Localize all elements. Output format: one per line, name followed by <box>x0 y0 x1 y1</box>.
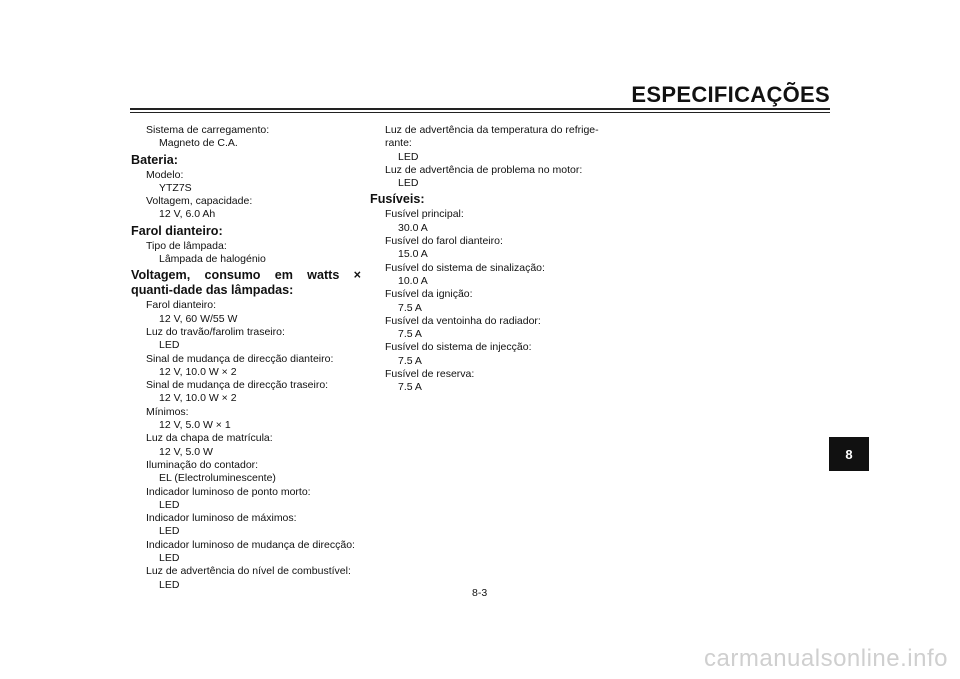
section-heading: Bateria: <box>131 152 178 167</box>
spec-label: Fusível do sistema de sinalização: <box>385 261 545 274</box>
spec-value: 15.0 A <box>398 248 428 261</box>
spec-value: 7.5 A <box>398 328 422 341</box>
header-rule-thin <box>130 112 830 113</box>
spec-value: 12 V, 10.0 W × 2 <box>159 365 237 378</box>
spec-value: LED <box>159 498 180 511</box>
spec-value: 12 V, 5.0 W × 1 <box>159 419 231 432</box>
spec-label: Luz de advertência de problema no motor: <box>385 163 583 176</box>
spec-value: 7.5 A <box>398 301 422 314</box>
spec-value: LED <box>159 525 180 538</box>
spec-value: 30.0 A <box>398 221 428 234</box>
spec-value: EL (Electroluminescente) <box>159 472 276 485</box>
right-column <box>370 124 610 395</box>
spec-label: Voltagem, capacidade: <box>146 195 253 208</box>
spec-label: Sinal de mudança de direcção traseiro: <box>146 379 329 392</box>
page-number: 8-3 <box>472 587 488 599</box>
spec-label: Iluminação do contador: <box>146 458 259 471</box>
page-title: ESPECIFICAÇÕES <box>631 82 830 107</box>
spec-value: Magneto de C.A. <box>159 137 238 150</box>
spec-label: Indicador luminoso de ponto morto: <box>146 485 311 498</box>
spec-label: Sinal de mudança de direcção dianteiro: <box>146 352 334 365</box>
spec-value: 12 V, 5.0 W <box>159 445 213 458</box>
spec-value: LED <box>159 552 180 565</box>
spec-value: LED <box>159 339 180 352</box>
spec-value: 10.0 A <box>398 274 428 287</box>
spec-label: Fusível do sistema de injecção: <box>385 341 532 354</box>
spec-value: LED <box>159 578 180 591</box>
spec-value: YTZ7S <box>159 181 192 194</box>
spec-label: Fusível principal: <box>385 208 464 221</box>
spec-value: 7.5 A <box>398 354 422 367</box>
spec-label: Luz da chapa de matrícula: <box>146 432 273 445</box>
section-heading: Voltagem, consumo em watts × quanti-dade das lâmpadas: <box>131 268 361 298</box>
spec-label: Fusível da ignição: <box>385 288 473 301</box>
spec-value: LED <box>398 177 419 190</box>
spec-label: Indicador luminoso de mudança de direcção: <box>146 538 355 551</box>
section-heading: Farol dianteiro: <box>131 223 223 238</box>
spec-value: 12 V, 10.0 W × 2 <box>159 392 237 405</box>
spec-label: Mínimos: <box>146 405 189 418</box>
watermark: carmanualsonline.info <box>704 645 948 672</box>
spec-label: Fusível de reserva: <box>385 368 475 381</box>
spec-value: 12 V, 6.0 Ah <box>159 208 216 221</box>
spec-label: Fusível do farol dianteiro: <box>385 235 503 248</box>
spec-label: Luz do travão/farolim traseiro: <box>146 325 285 338</box>
spec-value: 12 V, 60 W/55 W <box>159 312 238 325</box>
spec-label: Tipo de lâmpada: <box>146 239 227 252</box>
spec-label: Sistema de carregamento: <box>146 124 270 136</box>
spec-label: Luz de advertência da temperatura do refrige- <box>385 124 599 136</box>
section-heading: Fusíveis: <box>370 192 425 207</box>
spec-value: Lâmpada de halogénio <box>159 253 266 266</box>
left-column <box>131 124 361 592</box>
header-rule-thick <box>130 108 830 110</box>
spec-label: rante: <box>385 137 412 150</box>
spec-value: 7.5 A <box>398 381 422 394</box>
spec-label: Fusível da ventoinha do radiador: <box>385 314 541 327</box>
spec-value: LED <box>398 150 419 163</box>
spec-label: Modelo: <box>146 168 184 181</box>
spec-label: Luz de advertência do nível de combustível: <box>146 565 351 578</box>
spec-label: Indicador luminoso de máximos: <box>146 512 297 525</box>
spec-label: Farol dianteiro: <box>146 299 217 312</box>
chapter-tab: 8 <box>829 437 869 471</box>
